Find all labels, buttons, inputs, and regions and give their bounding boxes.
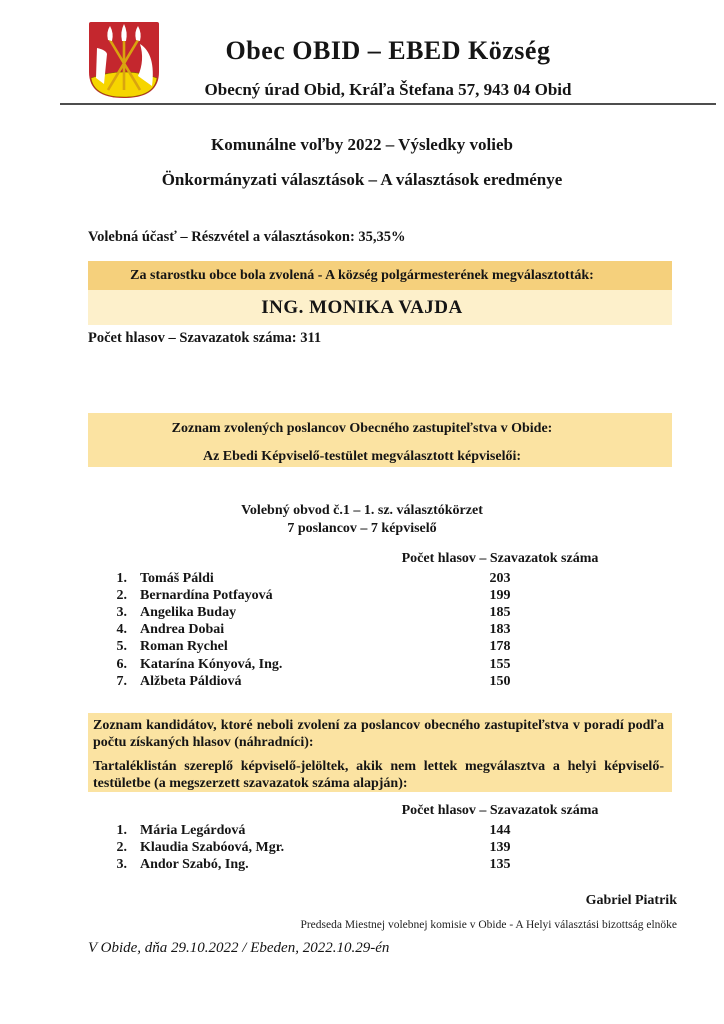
candidate-name: Roman Rychel	[140, 639, 228, 655]
candidate-name: Bernardína Potfayová	[140, 587, 273, 603]
mayor-result-block	[88, 261, 672, 325]
district-line-1: Volebný obvod č.1 – 1. sz. választókörzet	[241, 503, 483, 518]
mayor-name-banner	[88, 290, 672, 325]
substitutes-votes-header-row	[88, 803, 636, 822]
vote-count: 155	[489, 656, 511, 672]
substitutes-banner-par-hu: Tartaléklistán szereplő képviselő-jelöltek, akik nem lettek megválasztva a helyi képviselő-testületbe (a megszerzett szavazatok száma alapján):	[93, 759, 664, 791]
candidate-name: Andrea Dobai	[140, 622, 225, 638]
row-number: 1.	[116, 822, 127, 838]
row-number: 4.	[116, 622, 127, 638]
turnout-line: Volebná účasť – Részvétel a választásokon: 35,35%	[88, 229, 406, 245]
council-banner-line-sk: Zoznam zvolených poslancov Obecného zastupiteľstva v Obide:	[171, 421, 553, 436]
mayor-votes-line: Počet hlasov – Szavazatok száma: 311	[88, 330, 322, 346]
candidate-name: Klaudia Szabóová, Mgr.	[140, 839, 285, 855]
vote-count: 178	[489, 639, 511, 655]
candidate-name: Alžbeta Páldiová	[140, 673, 242, 689]
vote-count: 150	[489, 673, 511, 689]
council-table-row	[88, 604, 636, 621]
row-number: 1.	[116, 570, 127, 586]
vote-count: 199	[489, 587, 511, 603]
substitutes-banner	[88, 713, 672, 792]
substitutes-list	[88, 822, 636, 874]
council-table-row	[88, 673, 636, 690]
row-number: 2.	[116, 839, 127, 855]
council-votes-header-row	[88, 551, 636, 570]
candidate-name: Andor Szabó, Ing.	[140, 856, 249, 872]
council-banner-line-hu: Az Ebedi Képviselő-testület megválasztott képviselői:	[202, 449, 522, 464]
mayor-banner-text: Za starostku obce bola zvolená - A község polgármesterének megválasztották:	[130, 267, 594, 283]
votes-column-header: Počet hlasov – Szavazatok száma	[401, 551, 599, 566]
header-divider	[60, 103, 716, 105]
council-table	[88, 551, 636, 690]
vote-count: 203	[489, 570, 511, 586]
municipality-title: Obec OBID – EBED Község	[225, 36, 551, 65]
vote-count: 135	[489, 856, 511, 872]
candidate-name: Katarína Kónyová, Ing.	[140, 656, 283, 672]
candidate-name: Mária Legárdová	[140, 822, 246, 838]
district-line-2: 7 poslancov – 7 képviselő	[287, 521, 437, 536]
council-list	[88, 570, 636, 690]
substitutes-banner-par-sk: Zoznam kandidátov, ktoré neboli zvolení za poslancov obecného zastupiteľstva v poradí podľa počtu získaných hlasov (náhradníci):	[93, 718, 664, 750]
council-table-row	[88, 656, 636, 673]
candidate-name: Tomáš Páldi	[140, 570, 214, 586]
row-number: 3.	[116, 856, 127, 872]
substitutes-table-row	[88, 839, 636, 856]
council-banner	[88, 413, 672, 467]
row-number: 6.	[116, 656, 127, 672]
vote-count: 144	[489, 822, 511, 838]
votes-column-header: Počet hlasov – Szavazatok száma	[401, 803, 599, 818]
vote-count: 183	[489, 622, 511, 638]
row-number: 5.	[116, 639, 127, 655]
row-number: 7.	[116, 673, 127, 689]
vote-count: 139	[489, 839, 511, 855]
row-number: 3.	[116, 604, 127, 620]
substitutes-table-row	[88, 856, 636, 873]
place-date-line: V Obide, dňa 29.10.2022 / Ebeden, 2022.10.29-én	[88, 940, 390, 956]
council-table-row	[88, 587, 636, 604]
municipality-address: Obecný úrad Obid, Kráľa Štefana 57, 943 04 Obid	[204, 80, 572, 99]
row-number: 2.	[116, 587, 127, 603]
signatory-name: Gabriel Piatrik	[585, 893, 677, 908]
document-title-sk: Komunálne voľby 2022 – Výsledky volieb	[211, 135, 513, 154]
mayor-banner	[88, 261, 672, 290]
candidate-name: Angelika Buday	[140, 604, 237, 620]
council-table-row	[88, 622, 636, 639]
substitutes-table-row	[88, 822, 636, 839]
substitutes-table	[88, 803, 636, 874]
council-table-row	[88, 639, 636, 656]
document-title-hu: Önkormányzati választások – A választások eredménye	[161, 170, 563, 189]
vote-count: 185	[489, 604, 511, 620]
council-table-row	[88, 570, 636, 587]
signatory-role: Predseda Miestnej volebnej komisie v Obide - A Helyi választási bizottság elnöke	[300, 919, 677, 931]
mayor-name: ING. MONIKA VAJDA	[261, 296, 463, 318]
